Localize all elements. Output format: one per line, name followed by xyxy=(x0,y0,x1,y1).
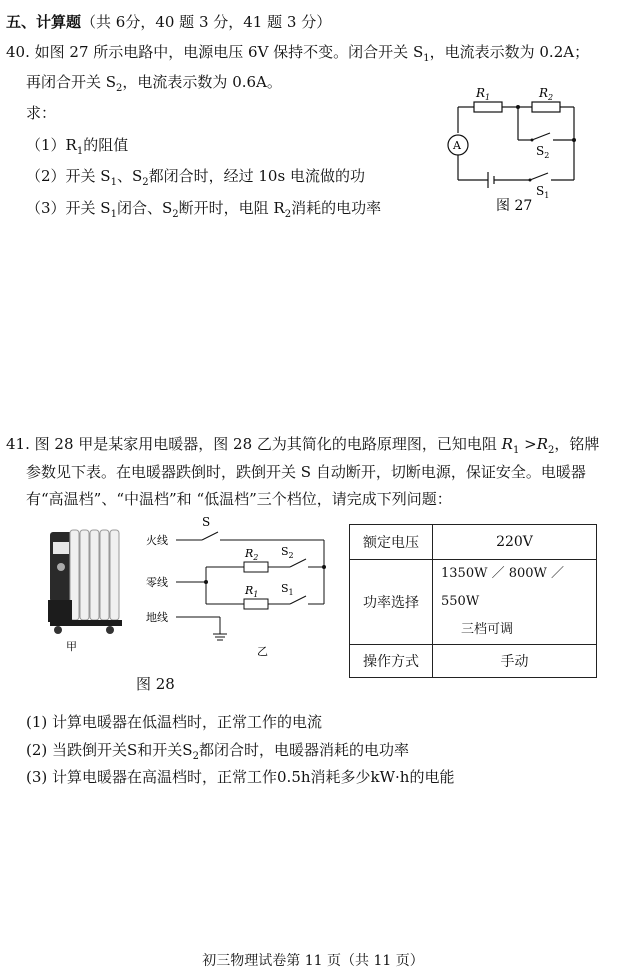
figure-27-caption: 图 27 xyxy=(496,198,533,214)
s1-switch xyxy=(530,173,548,180)
q40-text-tail: ，电流表示数为 0.2A； xyxy=(429,43,590,61)
item-sub: 1 xyxy=(110,209,117,220)
table-row xyxy=(350,645,597,678)
figure-27-circuit xyxy=(440,85,590,220)
q40-number: 40. xyxy=(6,43,30,61)
q41-line2: 参数见下表。在电暖器跌倒时，跌倒开关 S 自动断开，切断电源，保证安全。电暖器 xyxy=(26,463,586,481)
switch-s2 xyxy=(290,559,306,567)
r1-label: $R_1$ xyxy=(245,584,259,599)
section-header xyxy=(6,12,331,32)
ground-label: 地线 xyxy=(146,611,168,624)
r2-label: $R_2$ xyxy=(539,86,554,102)
q40-item-2 xyxy=(26,166,365,193)
s1-label: $S_1$ xyxy=(536,184,550,200)
item-sub: 2 xyxy=(172,209,179,220)
figure-28-circuit xyxy=(140,512,340,657)
switch-s xyxy=(202,532,218,540)
r1-resistor xyxy=(244,599,268,609)
section-title: 五、计算题 xyxy=(6,13,82,31)
item-text: 消耗的电功率 xyxy=(291,199,382,217)
q41-text-tail: ，铭牌 xyxy=(554,435,600,453)
q41-item-1: (1) 计算电暖器在低温档时，正常工作的电流 xyxy=(26,713,323,731)
photo-label: 甲 xyxy=(66,640,77,653)
table-cell xyxy=(433,560,597,645)
table-cell: 额定电压 xyxy=(350,525,433,560)
item-sub: 2 xyxy=(284,209,292,220)
q41-number: 41. xyxy=(6,435,30,453)
q41-item-2 xyxy=(26,740,409,767)
q41-gt: > xyxy=(519,435,537,453)
q40-sub: 1 xyxy=(423,53,430,64)
item-text: 的阻值 xyxy=(83,136,129,154)
heater-photo xyxy=(40,522,135,657)
q41-item-3: (3) 计算电暖器在高温档时，正常工作0.5h消耗多少kW·h的电能 xyxy=(26,768,455,786)
power-options: 1350W ／ 800W ／ 550W xyxy=(441,566,565,609)
page-footer: 初三物理试卷第 11 页（共 11 页） xyxy=(202,953,424,969)
spec-table xyxy=(349,524,597,678)
r2-resistor xyxy=(244,562,268,572)
q40-text: 如图 27 所示电路中，电源电压 6V 保持不变。闭合开关 S xyxy=(34,43,424,61)
s2-label: $S_2$ xyxy=(536,144,550,160)
section-note: （共 6分，40 题 3 分，41 题 3 分） xyxy=(81,13,332,31)
q40-line2 xyxy=(26,72,282,99)
q40-line1 xyxy=(6,42,589,69)
q41-line1 xyxy=(6,434,599,461)
q41-r1: R xyxy=(501,435,513,453)
item-text: （3）开关 S xyxy=(26,199,111,217)
item-sub: 1 xyxy=(110,177,117,188)
r2-resistor xyxy=(532,102,560,112)
item-text: 闭合、S xyxy=(116,199,173,217)
q41-line3: 有“高温档”、“中温档”和 “低温档”三个档位，请完成下列问题： xyxy=(26,490,452,508)
s-label: S xyxy=(202,515,211,529)
q40-text2-tail: ，电流表示数为 0.6A。 xyxy=(122,73,282,91)
r2-label: $R_2$ xyxy=(245,547,259,562)
item-sub: 2 xyxy=(142,177,149,188)
item-text: 、S xyxy=(116,167,143,185)
q40-ask: 求： xyxy=(26,104,57,122)
circuit-label: 乙 xyxy=(257,645,268,657)
q40-item-3 xyxy=(26,198,381,225)
item-sub: 1 xyxy=(76,146,84,157)
r1-label: $R_1$ xyxy=(476,86,491,102)
q40-sub2: 2 xyxy=(116,83,123,94)
item-text: 都闭合时，经过 10s 电流做的功 xyxy=(148,167,365,185)
item-text: 都闭合时，电暖器消耗的电功率 xyxy=(198,741,409,759)
q41-sub: 1 xyxy=(512,445,520,456)
figure-28-caption: 图 28 xyxy=(136,675,175,693)
item-text: (2) 当跌倒开关S和开关S xyxy=(26,741,193,759)
table-row xyxy=(350,560,597,645)
item-sub: 2 xyxy=(192,751,199,762)
q41-r2: R xyxy=(536,435,548,453)
table-cell: 220V xyxy=(433,525,597,560)
item-text: 断开时，电阻 R xyxy=(178,199,285,217)
item-text: （2）开关 S xyxy=(26,167,111,185)
live-label: 火线 xyxy=(146,534,168,547)
q40-text2: 再闭合开关 S xyxy=(26,73,117,91)
neutral-label: 零线 xyxy=(146,576,168,589)
table-cell: 功率选择 xyxy=(350,560,433,645)
switch-s1 xyxy=(290,596,306,604)
q40-item-1 xyxy=(26,135,128,162)
ammeter-label: A xyxy=(453,139,461,152)
s2-switch xyxy=(532,133,550,140)
s1-label: $S_1$ xyxy=(281,582,294,597)
table-cell: 操作方式 xyxy=(350,645,433,678)
table-row xyxy=(350,525,597,560)
q41-sub: 2 xyxy=(547,445,555,456)
power-adjust: 三档可调 xyxy=(461,622,514,637)
item-text: （1）R xyxy=(26,136,77,154)
q41-text: 图 28 甲是某家用电暖器，图 28 乙为其简化的电路原理图，已知电阻 xyxy=(34,435,502,453)
r1-resistor xyxy=(474,102,502,112)
s2-label: $S_2$ xyxy=(281,545,294,560)
table-cell: 手动 xyxy=(433,645,597,678)
